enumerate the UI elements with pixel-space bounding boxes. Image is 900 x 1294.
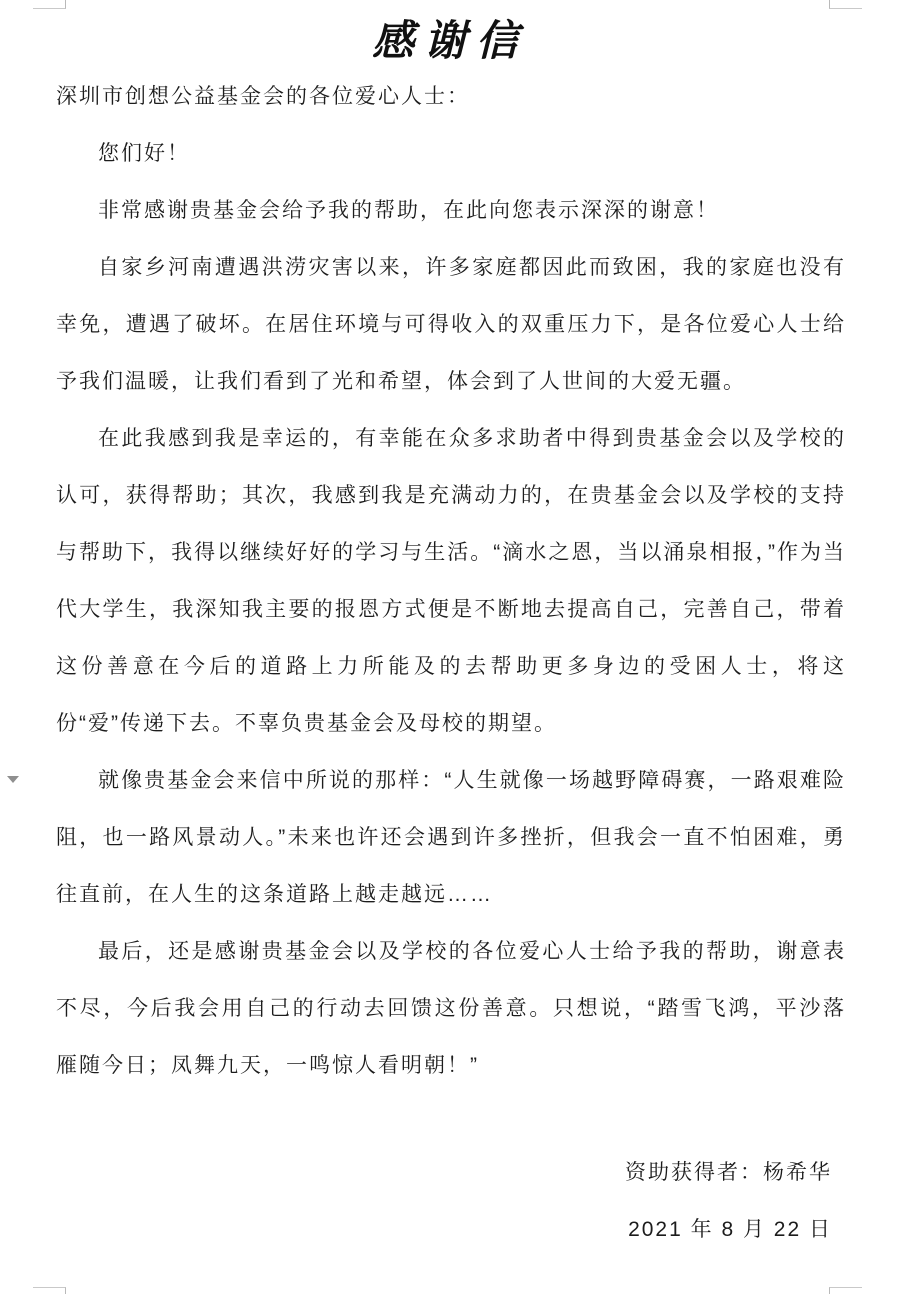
signature-date: 2021 年 8 月 22 日 xyxy=(628,1218,832,1241)
salutation: 深圳市创想公益基金会的各位爱心人士： xyxy=(56,85,470,108)
letter-title: 感谢信 xyxy=(371,19,528,65)
margin-crop-mark-bottom-right-icon xyxy=(829,1287,862,1294)
paragraph-closing: 最后，还是感谢贵基金会以及学校的各位爱心人士给予我的帮助，谢意表不尽，今后我会用自己的行动去回馈这份善意。只想说，“踏雪飞鸿，平沙落雁随今日；凤舞九天，一鸣惊人看明朝！” xyxy=(56,940,846,1077)
paragraph-thanks: 非常感谢贵基金会给予我的帮助，在此向您表示深深的谢意！ xyxy=(98,199,719,222)
paragraph-greeting: 您们好！ xyxy=(98,142,190,165)
signature-block xyxy=(625,1144,832,1258)
margin-crop-mark-bottom-left-icon xyxy=(33,1287,66,1294)
paragraph-disaster: 自家乡河南遭遇洪涝灾害以来，许多家庭都因此而致困，我的家庭也没有幸免，遭遇了破坏。在居住环境与可得收入的双重压力下，是各位爱心人士给予我们温暖，让我们看到了光和希望，体会到了人世间的大爱无疆。 xyxy=(56,256,846,393)
paragraph-encouragement: 就像贵基金会来信中所说的那样：“人生就像一场越野障碍赛，一路艰难险阻，也一路风景动人。”未来也许还会遇到许多挫折，但我会一直不怕困难，勇往直前，在人生的这条道路上越走越远…… xyxy=(56,769,846,906)
outline-collapse-triangle-icon[interactable] xyxy=(7,776,19,783)
letter-body xyxy=(56,68,846,1094)
signature-name: 资助获得者：杨希华 xyxy=(625,1161,832,1184)
paragraph-gratitude: 在此我感到我是幸运的，有幸能在众多求助者中得到贵基金会以及学校的认可，获得帮助；其次，我感到我是充满动力的，在贵基金会以及学校的支持与帮助下，我得以继续好好的学习与生活。“滴水之恩，当以涌泉相报，”作为当代大学生，我深知我主要的报恩方式便是不断地去提高自己，完善自己，带着这份善意在今后的道路上力所能及的去帮助更多身边的受困人士，将这份“爱”传递下去。不辜负贵基金会及母校的期望。 xyxy=(56,427,846,735)
